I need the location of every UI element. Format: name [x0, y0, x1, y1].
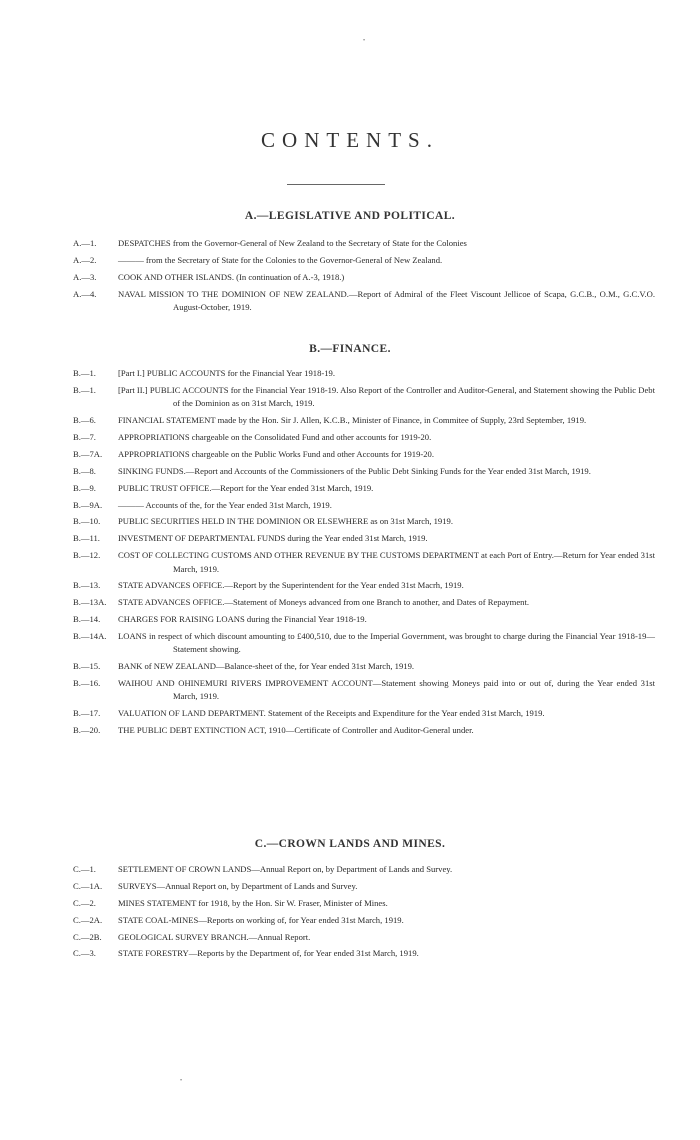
contents-entry — [0, 549, 700, 576]
entry-text: NAVAL MISSION TO THE DOMINION OF NEW ZEALAND.—Report of Admiral of the Fleet Viscount Jellicoe of Scapa, G.C.B., O.M., G.C.V.O. August-October, 1919. — [118, 288, 655, 312]
entry-code: C.—1A. — [73, 880, 103, 891]
section-heading: B.—FINANCE. — [309, 343, 391, 355]
entry-code: C.—3. — [73, 948, 96, 959]
entry-text: SINKING FUNDS.—Report and Accounts of the Commissioners of the Public Debt Sinking Funds for the Year ended 31st March, 1919. — [118, 465, 591, 476]
entry-code: B.—12. — [73, 550, 101, 561]
entry-code: B.—20. — [73, 725, 101, 736]
entry-code: B.—7. — [73, 431, 96, 442]
entry-code: B.—11. — [73, 533, 100, 544]
entry-code: B.—14A. — [73, 631, 107, 642]
entry-text: APPROPRIATIONS chargeable on the Public Works Fund and other Accounts for 1919-20. — [118, 448, 434, 459]
section-heading: C.—CROWN LANDS AND MINES. — [254, 838, 446, 850]
section-b — [0, 343, 700, 738]
entry-code: C.—1. — [73, 864, 96, 874]
entry-text: THE PUBLIC DEBT EXTINCTION ACT, 1910—Certificate of Controller and Auditor-General under. — [118, 725, 474, 736]
entry-text: COST OF COLLECTING CUSTOMS AND OTHER REVENUE BY THE CUSTOMS DEPARTMENT at each Port of Entry.—Return for Year ended 31st March, 1919. — [118, 550, 655, 574]
entry-text: VALUATION OF LAND DEPARTMENT. Statement of the Receipts and Expenditure for the Year ended 31st March, 1919. — [118, 708, 545, 719]
entry-text: STATE ADVANCES OFFICE.—Report by the Superintendent for the Year ended 31st Macrh, 1919. — [118, 580, 464, 591]
entry-text: LOANS in respect of which discount amounting to £400,510, due to the Imperial Government, was brought to charge during the Financial Year 1918-19—Statement showing. — [118, 631, 655, 655]
entry-code: B.—14. — [73, 614, 101, 625]
entry-code: B.—16. — [73, 678, 101, 689]
entry-code: B.—1. — [73, 384, 96, 395]
entry-code: A.—3. — [73, 271, 97, 282]
entry-text: COOK AND OTHER ISLANDS. (In continuation of A.-3, 1918.) — [118, 271, 345, 282]
page-title: CONTENTS. — [261, 128, 439, 152]
contents-entry — [0, 254, 700, 267]
contents-entry — [0, 367, 700, 380]
section-a — [0, 210, 700, 314]
entry-code: B.—8. — [73, 465, 96, 476]
entry-code: B.—15. — [73, 661, 101, 672]
entry-text: [Part I.] PUBLIC ACCOUNTS for the Financial Year 1918-19. — [118, 368, 335, 378]
contents-entry — [0, 237, 700, 250]
entry-text: SETTLEMENT OF CROWN LANDS—Annual Report on, by Department of Lands and Survey. — [118, 864, 453, 874]
contents-entry — [0, 880, 700, 893]
contents-entry — [0, 897, 700, 910]
section-c — [0, 838, 700, 961]
entry-code: B.—9A. — [73, 499, 103, 510]
entry-text: PUBLIC TRUST OFFICE.—Report for the Year ended 31st March, 1919. — [118, 482, 374, 493]
contents-entry — [0, 414, 700, 427]
section-heading: A.—LEGISLATIVE AND POLITICAL. — [244, 210, 456, 222]
entry-text: FINANCIAL STATEMENT made by the Hon. Sir J. Allen, K.C.B., Minister of Finance, in Commitee of Supply, 23rd September, 1919. — [118, 415, 587, 426]
contents-entry — [0, 579, 700, 592]
entry-code: A.—2. — [73, 254, 97, 265]
entry-code: C.—2A. — [73, 914, 103, 925]
contents-entry — [0, 596, 700, 609]
contents-entry — [0, 515, 700, 528]
entry-code: B.—9. — [73, 482, 96, 493]
contents-entry — [0, 677, 700, 704]
entry-code: B.—10. — [73, 516, 101, 527]
contents-entry — [0, 947, 700, 960]
entry-text: STATE COAL-MINES—Reports on working of, for Year ended 31st March, 1919. — [118, 914, 404, 925]
entry-code: B.—7A. — [73, 448, 103, 459]
contents-entry — [0, 630, 700, 657]
entry-text: WAIHOU AND OHINEMURI RIVERS IMPROVEMENT ACCOUNT—Statement showing Moneys paid into or out of, during the Year ended 31st March, 1919. — [118, 678, 655, 702]
entry-text: ——— from the Secretary of State for the Colonies to the Governor-General of New Zealand. — [118, 254, 443, 265]
entry-text: DESPATCHES from the Governor-General of New Zealand to the Secretary of State for the Colonies — [118, 238, 467, 248]
title-divider — [287, 184, 385, 185]
contents-entry — [0, 707, 700, 720]
contents-entry — [0, 863, 700, 876]
entry-code: C.—2B. — [73, 931, 102, 942]
contents-entry — [0, 431, 700, 444]
entry-text: GEOLOGICAL SURVEY BRANCH.—Annual Report. — [118, 931, 311, 942]
paper-speck: • — [363, 38, 366, 44]
entry-text: MINES STATEMENT for 1918, by the Hon. Sir W. Fraser, Minister of Mines. — [118, 897, 388, 908]
contents-entry — [0, 271, 700, 284]
contents-entry — [0, 384, 700, 411]
entry-code: B.—6. — [73, 415, 96, 426]
contents-entry — [0, 448, 700, 461]
paper-speck: • — [180, 1078, 183, 1084]
entry-code: B.—1. — [73, 368, 96, 378]
entry-text: APPROPRIATIONS chargeable on the Consolidated Fund and other accounts for 1919-20. — [118, 431, 432, 442]
contents-entry — [0, 931, 700, 944]
entry-code: C.—2. — [73, 897, 96, 908]
entry-text: INVESTMENT OF DEPARTMENTAL FUNDS during the Year ended 31st March, 1919. — [118, 533, 428, 544]
entry-code: B.—17. — [73, 708, 101, 719]
entry-text: PUBLIC SECURITIES HELD IN THE DOMINION OR ELSEWHERE as on 31st March, 1919. — [118, 516, 453, 527]
contents-entry — [0, 482, 700, 495]
entry-text: STATE ADVANCES OFFICE.—Statement of Moneys advanced from one Branch to another, and Dates of Repayment. — [118, 597, 529, 608]
contents-entry — [0, 499, 700, 512]
contents-entry — [0, 465, 700, 478]
entry-text: CHARGES FOR RAISING LOANS during the Financial Year 1918-19. — [118, 614, 367, 625]
entry-text: BANK of NEW ZEALAND—Balance-sheet of the, for Year ended 31st March, 1919. — [118, 661, 415, 672]
contents-entry — [0, 288, 700, 315]
entry-code: B.—13A. — [73, 597, 107, 608]
entry-text: SURVEYS—Annual Report on, by Department of Lands and Survey. — [118, 880, 358, 891]
entry-code: B.—13. — [73, 580, 101, 591]
contents-entry — [0, 613, 700, 626]
entry-text: [Part II.] PUBLIC ACCOUNTS for the Financial Year 1918-19. Also Report of the Controller and Auditor-General, and Statement showing the Public Debt of the Dominion as on 31st March, 1919. — [118, 384, 655, 409]
entry-text: ——— Accounts of the, for the Year ended 31st March, 1919. — [118, 499, 332, 510]
contents-entry — [0, 532, 700, 545]
contents-entry — [0, 660, 700, 673]
entry-text: STATE FORESTRY—Reports by the Department of, for Year ended 31st March, 1919. — [118, 948, 419, 959]
contents-entry — [0, 914, 700, 927]
entry-code: A.—4. — [73, 288, 97, 299]
entry-code: A.—1. — [73, 238, 97, 248]
contents-entry — [0, 724, 700, 737]
